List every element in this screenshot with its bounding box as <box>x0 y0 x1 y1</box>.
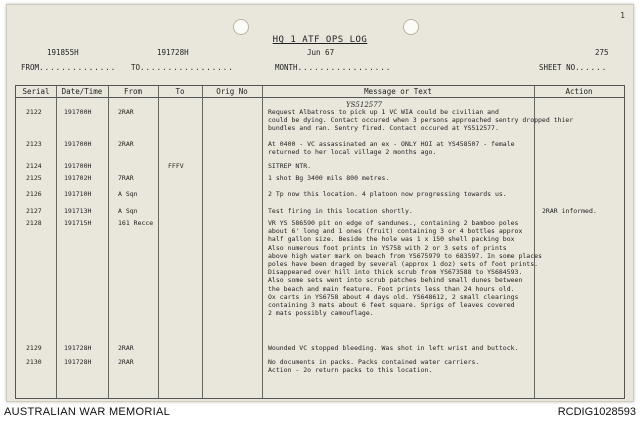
page-title: HQ 1 ATF OPS LOG <box>272 35 368 45</box>
column-rule <box>202 86 203 398</box>
row-to: FFFV <box>168 162 184 170</box>
row-message: 1 shot Bg 3400 mils 800 metres. <box>268 174 390 182</box>
row-message: No documents in packs. Packs contained water carriers. Action - 2o return packs to this location. <box>268 358 480 375</box>
row-serial: 2125 <box>26 174 42 182</box>
col-header-action: Action <box>534 86 624 98</box>
page-number: 1 <box>620 11 625 20</box>
row-serial: 2128 <box>26 219 42 227</box>
row-datetime: 191700H <box>64 140 92 148</box>
month-label: MONTH <box>275 63 298 72</box>
col-header-orig-no: Orig No <box>202 86 262 98</box>
row-message: At 0400 - VC assassinated an ex - ONLY HOI at YS458507 - female returned to her local village 2 months ago. <box>268 140 515 157</box>
row-datetime: 191700H <box>64 162 92 170</box>
row-serial: 2127 <box>26 207 42 215</box>
archive-reference: RCDIG1028593 <box>557 406 636 418</box>
column-rule <box>56 86 57 398</box>
row-from: A Sqn <box>118 207 138 215</box>
col-header-to: To <box>158 86 202 98</box>
ops-log-table <box>15 85 625 399</box>
row-message: Test firing in this location shortly. <box>268 207 413 215</box>
from-value: 191855H <box>47 48 79 57</box>
month-value: Jun 67 <box>307 48 335 57</box>
sheet-label: SHEET NO. <box>539 63 580 72</box>
from-label: FROM <box>21 63 40 72</box>
col-header-message: Message or Text <box>262 86 534 98</box>
row-datetime: 191715H <box>64 219 92 227</box>
row-datetime: 191710H <box>64 190 92 198</box>
row-from: A Sqn <box>118 190 138 198</box>
row-message: Request Albatross to pick up 1 VC WIA could be civilian and could be dying. Contact occured when 3 persons approached sentry dropped thier bundles and ran. Sentry fired. Contact occured at YS512577. <box>268 108 574 133</box>
handwritten-annotation: YS512577 <box>346 101 383 109</box>
row-datetime: 191728H <box>64 344 92 352</box>
col-header-from: From <box>108 86 158 98</box>
row-serial: 2124 <box>26 162 42 170</box>
row-action: 2RAR informed. <box>542 207 597 215</box>
row-datetime: 191700H <box>64 108 92 116</box>
column-rule <box>158 86 159 398</box>
col-header-serial: Serial <box>16 86 56 98</box>
row-from: 7RAR <box>118 174 134 182</box>
to-value: 191728H <box>157 48 189 57</box>
row-datetime: 191702H <box>64 174 92 182</box>
punch-hole <box>233 19 249 35</box>
row-from: 2RAR <box>118 344 134 352</box>
sheet-value: 275 <box>595 48 609 57</box>
row-from: 2RAR <box>118 140 134 148</box>
row-message: VR YS 586590 pit on edge of sandunes., containing 2 bamboo poles about 6' long and 1 ones (fruit) containing 3 or 4 bottles approx half gallon size. Beside the hole was 1 x 150 shell packing box Also numerous foot prints in YS758 with 2 or 3 sets of prints above high water mark on beach from YS675979 to 683597. In some places poles have been draged by several (approx 1 doz) sets of foot prints. Disappeared over hill into thick scrub from YS673588 to YS684593. Also some sets went into scrub patches behind small dunes between the beach and main feature. Foot prints less than 24 hours old. Ox carts in YS6758 about 4 days old. YS648612, 2 small clearings containing 3 mats about 6 feet square. Sprigs of leaves covered 2 mats possibly camouflage. <box>268 219 542 318</box>
to-label: TO <box>131 63 141 72</box>
row-message: Wounded VC stopped bleeding. Was shot in left wrist and buttock. <box>268 344 519 352</box>
row-serial: 2130 <box>26 358 42 366</box>
row-from: 2RAR <box>118 358 134 366</box>
column-rule <box>262 86 263 398</box>
log-sheet: 1 HQ 1 ATF OPS LOG Jun 67 191855H 191728H 275 FROM.............. TO................. MONTH................. SHEET NO...... Serial Date/Time From To Orig No Message or Text Action YS512577 2122 191700H 2RAR Request Albatross to pick up 1 VC WIA could be civilian and could be dying. Contact occured when 3 persons approached sentry dropped thier bundles and ran. Sentry fired. Contact occured at YS512577. 2123 191700H 2RAR At 0400 - VC assassinated an ex - ONLY HOI at YS458507 - female returned to her local village 2 months ago. 2124 191700H FFFV SITREP NTR. 2125 191702H 7RAR 1 shot Bg 3400 mils 800 metres. 2126 191710H A Sqn 2 Tp now this location. 4 platoon now progressing towards us. 2127 191713H A Sqn Test firing in this location shortly. 2RAR informed. 2128 191715H 161 Recce VR YS 586590 pit on edge of sandunes., containing 2 bamboo poles about 6' long and 1 ones (fruit) containing 3 or 4 bottles approx half gallon size. Beside the hole was 1 x 150 shell packing box Also numerous foot prints in YS758 with 2 or 3 sets of prints above high water mark on beach from YS675979 to 683597. In some places poles have been draged by several (approx 1 doz) sets of foot prints. Disappeared over hill into thick scrub from YS673588 to YS684593. Also some sets went into scrub patches behind small dunes between the beach and main feature. Foot prints less than 24 hours old. Ox carts in YS6758 about 4 days old. YS648612, 2 small clearings containing 3 mats about 6 feet square. Sprigs of leaves covered 2 mats possibly camouflage. 2129 191728H 2RAR Wounded VC stopped bleeding. Was shot in left wrist and buttock. 2130 191728H 2RAR No documents in packs. Packs contained water carriers. Action - 2o return packs to this location. <box>6 4 634 402</box>
column-rule <box>108 86 109 398</box>
row-message: SITREP NTR. <box>268 162 312 170</box>
punch-hole <box>403 19 419 35</box>
row-message: 2 Tp now this location. 4 platoon now progressing towards us. <box>268 190 507 198</box>
row-serial: 2122 <box>26 108 42 116</box>
row-serial: 2129 <box>26 344 42 352</box>
col-header-datetime: Date/Time <box>56 86 108 98</box>
row-serial: 2126 <box>26 190 42 198</box>
row-datetime: 191728H <box>64 358 92 366</box>
row-from: 161 Recce <box>118 219 154 227</box>
archive-credit: AUSTRALIAN WAR MEMORIAL <box>4 406 171 418</box>
row-datetime: 191713H <box>64 207 92 215</box>
row-from: 2RAR <box>118 108 134 116</box>
row-serial: 2123 <box>26 140 42 148</box>
